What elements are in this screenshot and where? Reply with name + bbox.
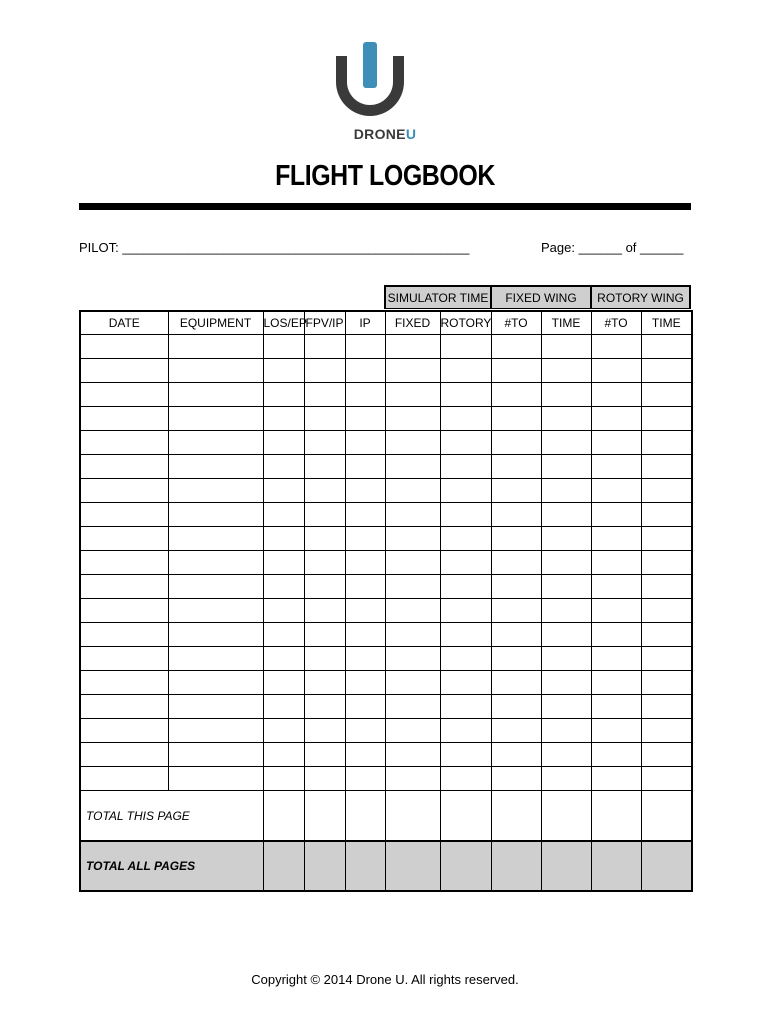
log-entry-row <box>80 455 692 479</box>
log-cell[interactable] <box>304 599 345 623</box>
log-cell[interactable] <box>641 671 692 695</box>
log-cell[interactable] <box>304 767 345 791</box>
log-cell[interactable] <box>591 719 641 743</box>
log-entry-row <box>80 503 692 527</box>
log-cell[interactable] <box>304 431 345 455</box>
log-cell[interactable] <box>80 623 168 647</box>
log-cell[interactable] <box>591 503 641 527</box>
log-cell[interactable] <box>168 719 263 743</box>
log-cell[interactable] <box>80 407 168 431</box>
log-cell[interactable] <box>80 743 168 767</box>
log-cell[interactable] <box>385 575 440 599</box>
log-cell[interactable] <box>263 479 304 503</box>
log-cell[interactable] <box>385 623 440 647</box>
log-cell[interactable] <box>80 575 168 599</box>
log-cell[interactable] <box>80 695 168 719</box>
logbook-table <box>79 310 693 892</box>
log-cell[interactable] <box>591 671 641 695</box>
log-cell[interactable] <box>345 503 385 527</box>
log-cell[interactable] <box>168 623 263 647</box>
log-cell[interactable] <box>491 335 541 359</box>
log-cell[interactable] <box>641 359 692 383</box>
log-cell[interactable] <box>591 575 641 599</box>
log-entry-row <box>80 671 692 695</box>
group-header-fixed-wing: FIXED WING <box>505 291 577 305</box>
log-cell[interactable] <box>304 719 345 743</box>
log-cell[interactable] <box>541 575 591 599</box>
log-cell[interactable] <box>80 527 168 551</box>
log-cell[interactable] <box>440 743 491 767</box>
log-cell[interactable] <box>591 479 641 503</box>
log-entry-row <box>80 719 692 743</box>
log-cell[interactable] <box>263 407 304 431</box>
log-entry-row <box>80 767 692 791</box>
log-cell[interactable] <box>345 719 385 743</box>
log-cell[interactable] <box>491 359 541 383</box>
col-rotory-time: TIME <box>641 311 692 335</box>
page-number-field[interactable]: Page: ______ of ______ <box>541 240 684 255</box>
log-cell[interactable] <box>491 431 541 455</box>
log-cell[interactable] <box>345 335 385 359</box>
log-cell[interactable] <box>541 407 591 431</box>
log-cell[interactable] <box>541 599 591 623</box>
log-cell[interactable] <box>304 527 345 551</box>
log-entry-row <box>80 335 692 359</box>
log-cell[interactable] <box>263 383 304 407</box>
log-cell[interactable] <box>641 431 692 455</box>
col-date: DATE <box>80 311 168 335</box>
log-cell[interactable] <box>641 623 692 647</box>
log-cell[interactable] <box>168 551 263 575</box>
log-cell[interactable] <box>641 575 692 599</box>
log-cell[interactable] <box>440 527 491 551</box>
log-cell[interactable] <box>263 527 304 551</box>
col-sim-rotory: ROTORY <box>440 311 491 335</box>
log-entry-row <box>80 479 692 503</box>
log-cell[interactable] <box>440 383 491 407</box>
log-cell[interactable] <box>168 671 263 695</box>
log-cell[interactable] <box>641 647 692 671</box>
log-cell[interactable] <box>641 767 692 791</box>
log-cell[interactable] <box>541 743 591 767</box>
log-cell[interactable] <box>80 551 168 575</box>
log-cell[interactable] <box>541 383 591 407</box>
log-entry-row <box>80 407 692 431</box>
log-cell[interactable] <box>385 767 440 791</box>
group-header-bar <box>384 285 691 309</box>
log-cell[interactable] <box>440 407 491 431</box>
log-cell[interactable] <box>80 335 168 359</box>
log-cell[interactable] <box>80 479 168 503</box>
log-cell[interactable] <box>491 479 541 503</box>
log-cell[interactable] <box>345 551 385 575</box>
log-cell[interactable] <box>591 599 641 623</box>
log-cell[interactable] <box>345 407 385 431</box>
log-entry-row <box>80 359 692 383</box>
log-cell[interactable] <box>263 431 304 455</box>
log-cell[interactable] <box>345 575 385 599</box>
log-cell[interactable] <box>440 719 491 743</box>
log-cell[interactable] <box>591 647 641 671</box>
col-ip: IP <box>345 311 385 335</box>
log-cell[interactable] <box>80 431 168 455</box>
log-cell[interactable] <box>385 719 440 743</box>
log-cell[interactable] <box>541 527 591 551</box>
log-cell[interactable] <box>641 335 692 359</box>
log-entry-row <box>80 647 692 671</box>
log-cell[interactable] <box>263 359 304 383</box>
log-cell[interactable] <box>168 407 263 431</box>
log-cell[interactable] <box>345 743 385 767</box>
log-cell[interactable] <box>491 623 541 647</box>
log-cell[interactable] <box>385 647 440 671</box>
log-cell[interactable] <box>304 503 345 527</box>
log-cell[interactable] <box>168 503 263 527</box>
log-cell[interactable] <box>641 719 692 743</box>
log-cell[interactable] <box>541 695 591 719</box>
col-equipment: EQUIPMENT <box>168 311 263 335</box>
log-cell[interactable] <box>440 671 491 695</box>
log-cell[interactable] <box>491 671 541 695</box>
log-cell[interactable] <box>641 527 692 551</box>
log-cell[interactable] <box>80 647 168 671</box>
log-cell[interactable] <box>491 695 541 719</box>
total-all-pages-row <box>80 841 692 891</box>
log-cell[interactable] <box>80 767 168 791</box>
log-cell[interactable] <box>168 359 263 383</box>
col-rotory-to: #TO <box>591 311 641 335</box>
title-divider <box>79 203 691 210</box>
log-cell[interactable] <box>345 647 385 671</box>
log-cell[interactable] <box>541 335 591 359</box>
log-cell[interactable] <box>541 719 591 743</box>
log-cell[interactable] <box>440 767 491 791</box>
log-cell[interactable] <box>345 623 385 647</box>
log-cell[interactable] <box>641 407 692 431</box>
log-cell[interactable] <box>263 767 304 791</box>
page-title: FLIGHT LOGBOOK <box>275 160 495 192</box>
log-cell[interactable] <box>491 551 541 575</box>
col-los-ep: LOS/EP <box>263 311 304 335</box>
log-cell[interactable] <box>591 335 641 359</box>
log-cell[interactable] <box>385 671 440 695</box>
log-cell[interactable] <box>440 647 491 671</box>
log-cell[interactable] <box>345 479 385 503</box>
log-cell[interactable] <box>641 599 692 623</box>
log-cell[interactable] <box>385 527 440 551</box>
log-entry-row <box>80 551 692 575</box>
log-cell[interactable] <box>304 623 345 647</box>
log-cell[interactable] <box>641 695 692 719</box>
log-entry-row <box>80 743 692 767</box>
log-cell[interactable] <box>491 743 541 767</box>
log-cell[interactable] <box>345 599 385 623</box>
log-cell[interactable] <box>168 455 263 479</box>
log-cell[interactable] <box>263 743 304 767</box>
log-cell[interactable] <box>641 503 692 527</box>
log-entry-row <box>80 575 692 599</box>
log-cell[interactable] <box>440 599 491 623</box>
log-cell[interactable] <box>263 551 304 575</box>
log-cell[interactable] <box>80 503 168 527</box>
log-cell[interactable] <box>591 359 641 383</box>
log-entry-row <box>80 527 692 551</box>
log-cell[interactable] <box>440 335 491 359</box>
log-cell[interactable] <box>440 431 491 455</box>
col-sim-fixed: FIXED <box>385 311 440 335</box>
log-cell[interactable] <box>541 551 591 575</box>
log-cell[interactable] <box>304 407 345 431</box>
log-cell[interactable] <box>385 503 440 527</box>
log-cell[interactable] <box>80 599 168 623</box>
log-cell[interactable] <box>385 743 440 767</box>
log-cell[interactable] <box>385 383 440 407</box>
log-cell[interactable] <box>168 743 263 767</box>
log-cell[interactable] <box>491 647 541 671</box>
log-cell[interactable] <box>304 647 345 671</box>
log-cell[interactable] <box>385 455 440 479</box>
col-fixed-to: #TO <box>491 311 541 335</box>
log-cell[interactable] <box>304 551 345 575</box>
log-cell[interactable] <box>541 647 591 671</box>
log-cell[interactable] <box>263 455 304 479</box>
log-cell[interactable] <box>385 479 440 503</box>
log-cell[interactable] <box>168 383 263 407</box>
log-entry-row <box>80 623 692 647</box>
log-cell[interactable] <box>263 599 304 623</box>
log-cell[interactable] <box>304 479 345 503</box>
log-cell[interactable] <box>304 671 345 695</box>
log-cell[interactable] <box>491 455 541 479</box>
pilot-field[interactable]: PILOT: ________________________________________________ <box>79 240 470 255</box>
group-header-simulator: SIMULATOR TIME <box>387 291 489 305</box>
log-cell[interactable] <box>80 671 168 695</box>
log-cell[interactable] <box>440 623 491 647</box>
log-cell[interactable] <box>263 335 304 359</box>
log-cell[interactable] <box>304 695 345 719</box>
log-cell[interactable] <box>168 431 263 455</box>
log-cell[interactable] <box>80 455 168 479</box>
log-cell[interactable] <box>345 695 385 719</box>
log-cell[interactable] <box>168 695 263 719</box>
copyright-footer: Copyright © 2014 Drone U. All rights reserved. <box>251 972 519 987</box>
log-cell[interactable] <box>345 527 385 551</box>
log-cell[interactable] <box>168 527 263 551</box>
log-cell[interactable] <box>385 551 440 575</box>
log-cell[interactable] <box>168 479 263 503</box>
log-cell[interactable] <box>345 431 385 455</box>
log-cell[interactable] <box>385 431 440 455</box>
log-cell[interactable] <box>591 431 641 455</box>
log-cell[interactable] <box>385 335 440 359</box>
log-cell[interactable] <box>440 455 491 479</box>
log-cell[interactable] <box>385 695 440 719</box>
log-cell[interactable] <box>304 359 345 383</box>
log-cell[interactable] <box>641 479 692 503</box>
log-cell[interactable] <box>80 383 168 407</box>
log-cell[interactable] <box>304 383 345 407</box>
log-cell[interactable] <box>591 623 641 647</box>
log-cell[interactable] <box>491 407 541 431</box>
log-cell[interactable] <box>591 551 641 575</box>
log-entry-row <box>80 431 692 455</box>
log-entry-row <box>80 695 692 719</box>
log-cell[interactable] <box>541 503 591 527</box>
log-cell[interactable] <box>591 383 641 407</box>
log-cell[interactable] <box>440 551 491 575</box>
log-cell[interactable] <box>263 623 304 647</box>
log-cell[interactable] <box>641 455 692 479</box>
col-fixed-time: TIME <box>541 311 591 335</box>
log-cell[interactable] <box>304 575 345 599</box>
log-cell[interactable] <box>440 575 491 599</box>
log-cell[interactable] <box>263 503 304 527</box>
log-entry-row <box>80 383 692 407</box>
log-cell[interactable] <box>263 719 304 743</box>
total-this-page-row <box>80 791 692 842</box>
log-cell[interactable] <box>541 359 591 383</box>
log-cell[interactable] <box>345 383 385 407</box>
log-cell[interactable] <box>541 455 591 479</box>
log-cell[interactable] <box>541 479 591 503</box>
log-cell[interactable] <box>641 743 692 767</box>
log-cell[interactable] <box>263 671 304 695</box>
log-cell[interactable] <box>641 383 692 407</box>
log-cell[interactable] <box>491 575 541 599</box>
log-cell[interactable] <box>491 527 541 551</box>
log-cell[interactable] <box>440 695 491 719</box>
log-cell[interactable] <box>491 767 541 791</box>
log-cell[interactable] <box>263 575 304 599</box>
log-cell[interactable] <box>345 767 385 791</box>
log-cell[interactable] <box>80 719 168 743</box>
brand-name: DRONEU <box>353 126 417 142</box>
log-cell[interactable] <box>591 455 641 479</box>
log-cell[interactable] <box>541 671 591 695</box>
log-cell[interactable] <box>491 599 541 623</box>
log-cell[interactable] <box>591 767 641 791</box>
log-cell[interactable] <box>541 767 591 791</box>
total-all-pages-label: TOTAL ALL PAGES <box>80 841 263 891</box>
log-cell[interactable] <box>491 503 541 527</box>
log-cell[interactable] <box>304 455 345 479</box>
log-cell[interactable] <box>345 671 385 695</box>
log-cell[interactable] <box>440 503 491 527</box>
log-cell[interactable] <box>80 359 168 383</box>
log-cell[interactable] <box>591 695 641 719</box>
log-cell[interactable] <box>263 695 304 719</box>
log-cell[interactable] <box>541 623 591 647</box>
log-cell[interactable] <box>345 455 385 479</box>
total-this-page-label: TOTAL THIS PAGE <box>80 791 263 842</box>
log-cell[interactable] <box>641 551 692 575</box>
log-cell[interactable] <box>168 647 263 671</box>
log-cell[interactable] <box>591 407 641 431</box>
log-cell[interactable] <box>385 599 440 623</box>
log-cell[interactable] <box>168 767 263 791</box>
group-header-rotory-wing: ROTORY WING <box>597 291 684 305</box>
log-cell[interactable] <box>385 407 440 431</box>
log-cell[interactable] <box>440 359 491 383</box>
column-header-row <box>80 311 692 335</box>
log-cell[interactable] <box>345 359 385 383</box>
log-cell[interactable] <box>168 335 263 359</box>
log-cell[interactable] <box>591 743 641 767</box>
log-cell[interactable] <box>304 743 345 767</box>
log-cell[interactable] <box>168 599 263 623</box>
log-cell[interactable] <box>263 647 304 671</box>
log-cell[interactable] <box>168 575 263 599</box>
log-cell[interactable] <box>440 479 491 503</box>
log-cell[interactable] <box>385 359 440 383</box>
log-cell[interactable] <box>591 527 641 551</box>
col-fpv-ip: FPV/IP <box>304 311 345 335</box>
log-cell[interactable] <box>541 431 591 455</box>
log-cell[interactable] <box>304 335 345 359</box>
log-entry-row <box>80 599 692 623</box>
log-cell[interactable] <box>491 383 541 407</box>
log-cell[interactable] <box>491 719 541 743</box>
